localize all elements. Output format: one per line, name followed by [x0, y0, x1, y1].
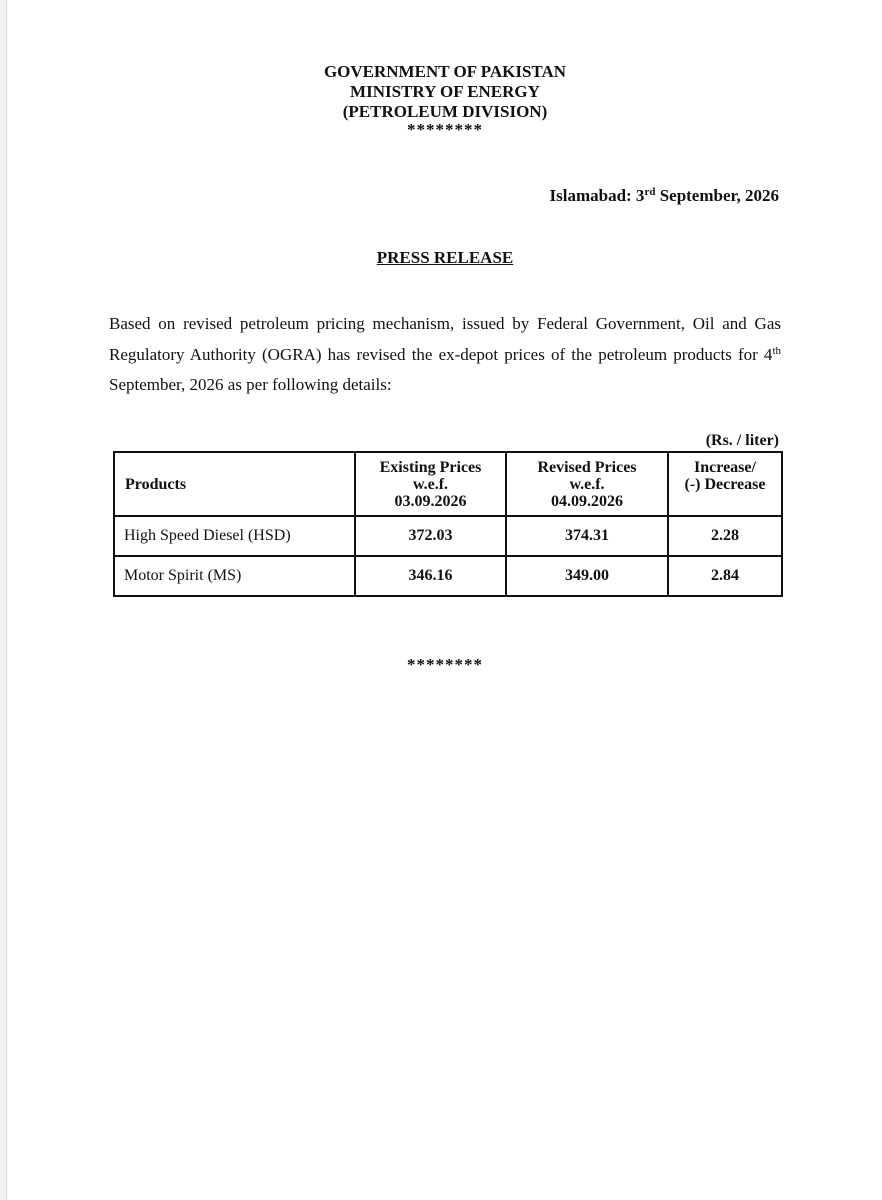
press-release-page: [6, 0, 882, 1200]
letterhead: [7, 62, 882, 138]
header-change-line2: (-) Decrease: [684, 475, 766, 493]
table-header-row: [114, 452, 782, 516]
existing-price: 346.16: [355, 556, 506, 596]
body-paragraph-ordinal: th: [772, 344, 781, 357]
price-table: [113, 451, 783, 597]
product-name: Motor Spirit (MS): [114, 556, 355, 596]
existing-price: 372.03: [355, 516, 506, 556]
header-existing-line1: Existing Prices: [379, 458, 482, 476]
body-paragraph-text: Based on revised petroleum pricing mechanism, issued by Federal Government, Oil and Gas Regulatory Authority (OGRA) has revised the ex-depot prices of the petroleum products for 4: [109, 314, 781, 364]
body-paragraph-suffix: September, 2026 as per following details:: [109, 375, 392, 394]
header-change-line1: Increase/: [694, 458, 756, 476]
header-revised-line3: 04.09.2026: [551, 492, 623, 510]
price-change: 2.84: [668, 556, 782, 596]
header-existing-prices: [355, 452, 506, 516]
release-date: [550, 186, 780, 206]
header-existing-line3: 03.09.2026: [394, 492, 467, 510]
letterhead-separator: ********: [407, 120, 483, 139]
body-paragraph: [109, 309, 781, 401]
release-date-prefix: Islamabad: 3: [549, 186, 645, 205]
revised-price: 374.31: [506, 516, 668, 556]
header-existing-line2: w.e.f.: [412, 475, 449, 493]
footer-separator: ********: [407, 655, 483, 674]
header-products: Products: [114, 452, 355, 516]
revised-price: 349.00: [506, 556, 668, 596]
header-revised-prices: [506, 452, 668, 516]
unit-note: (Rs. / liter): [705, 432, 779, 449]
product-name: High Speed Diesel (HSD): [114, 516, 355, 556]
release-date-suffix: September, 2026: [655, 186, 779, 205]
letterhead-ministry: MINISTRY OF ENERGY: [350, 82, 540, 101]
header-change: [668, 452, 782, 516]
header-revised-line2: w.e.f.: [569, 475, 605, 493]
letterhead-division: (PETROLEUM DIVISION): [342, 102, 548, 121]
page-title: PRESS RELEASE: [376, 248, 514, 267]
table-row: [114, 556, 782, 596]
price-change: 2.28: [668, 516, 782, 556]
table-row: [114, 516, 782, 556]
letterhead-government: GOVERNMENT OF PAKISTAN: [323, 62, 567, 81]
header-revised-line1: Revised Prices: [537, 458, 637, 476]
release-date-ordinal: rd: [644, 186, 656, 198]
